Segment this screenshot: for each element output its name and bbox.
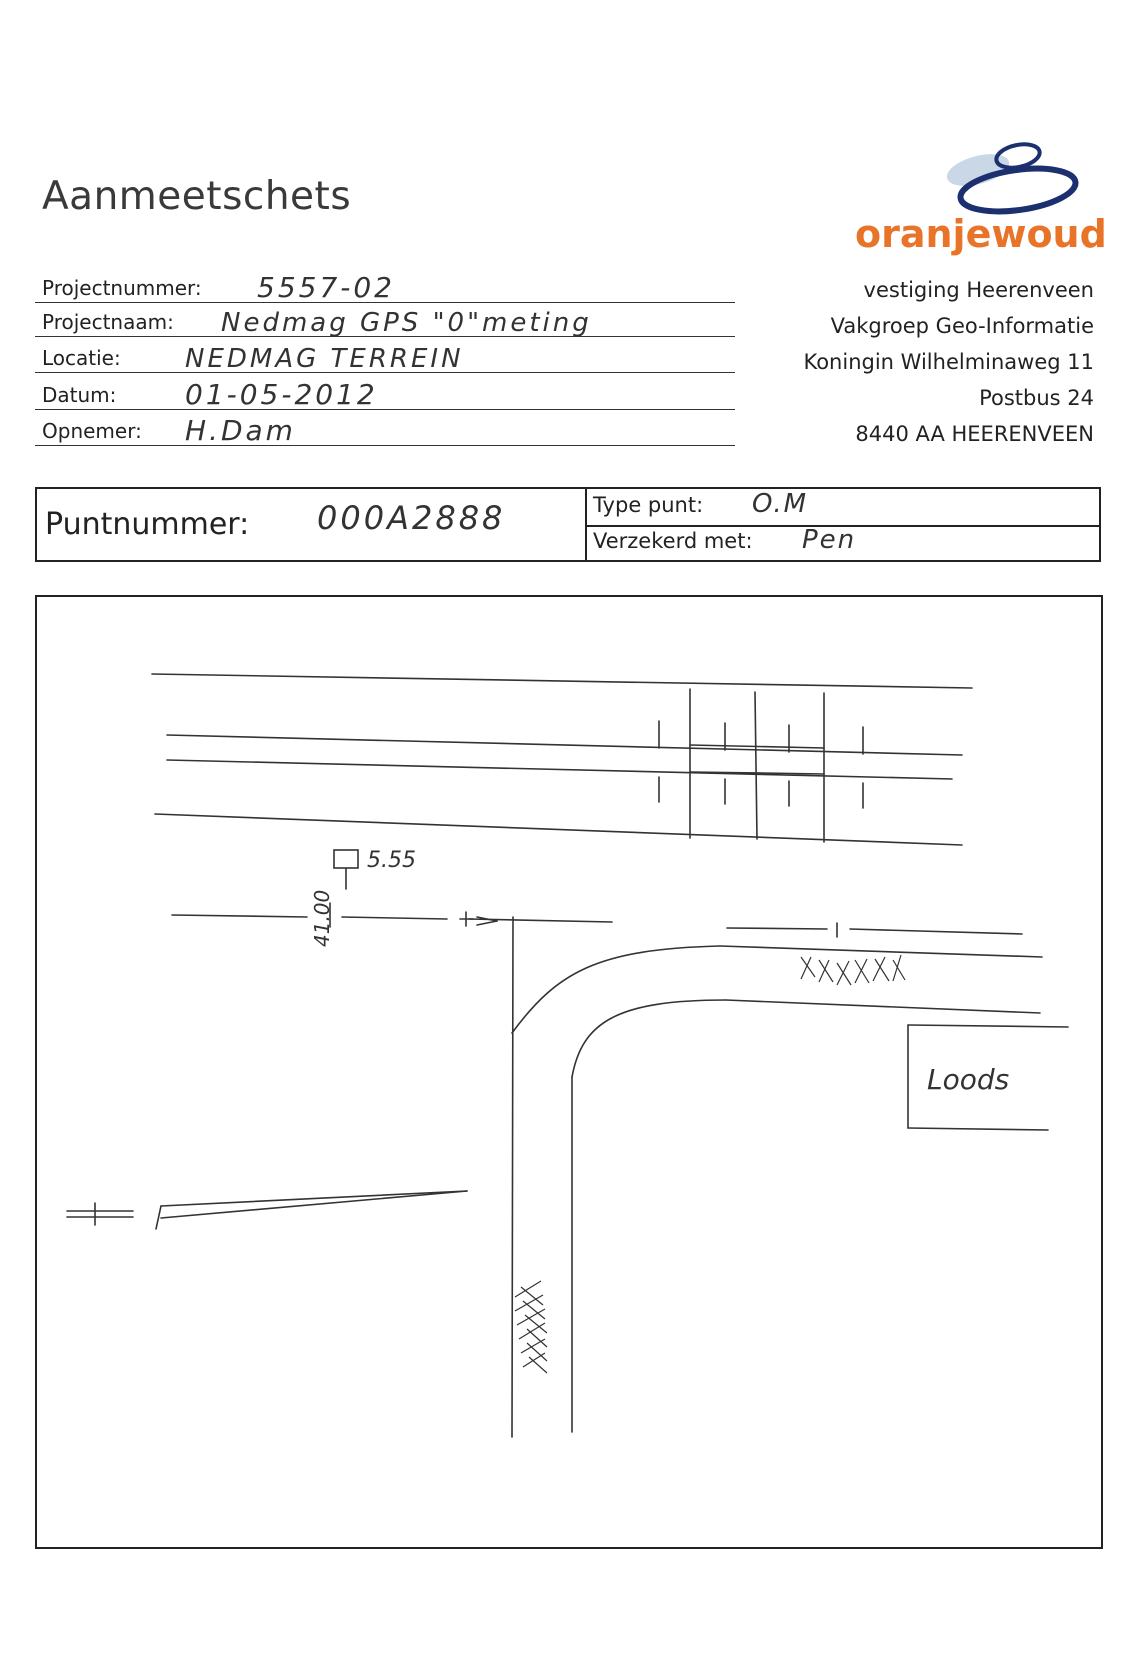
field-datum [35, 375, 735, 410]
marker-label: 5.55 [367, 848, 416, 873]
site-sketch [37, 597, 1101, 1547]
field-projectnummer [35, 268, 735, 303]
building-label: Loods [927, 1063, 1010, 1096]
type-punt-label: Type punt: [593, 493, 704, 517]
verzekerd-met-label: Verzekerd met: [593, 529, 753, 553]
address-line: 8440 AA HEERENVEEN [855, 422, 1094, 446]
type-punt-value: O.M [752, 489, 809, 519]
address-line: Koningin Wilhelminaweg 11 [803, 350, 1094, 374]
sketch-area [35, 595, 1103, 1549]
field-value: H.Dam [185, 414, 296, 447]
field-value: Nedmag GPS "0"meting [221, 308, 592, 338]
field-value: 01-05-2012 [185, 378, 378, 411]
field-opnemer [35, 411, 735, 446]
address-line: Postbus 24 [979, 386, 1094, 410]
road-line [167, 760, 952, 779]
field-projectnaam [35, 302, 735, 337]
field-locatie [35, 338, 735, 373]
field-label: Projectnaam: [42, 310, 174, 334]
field-label: Projectnummer: [42, 276, 202, 300]
road-line [167, 735, 962, 755]
document-title: Aanmeetschets [42, 174, 352, 219]
address-line: Vakgroep Geo-Informatie [830, 314, 1094, 338]
puntnummer-value: 000A2888 [317, 499, 506, 537]
field-value: NEDMAG TERREIN [185, 344, 464, 374]
measurement-label: 41.00 [310, 889, 334, 947]
address-line: vestiging Heerenveen [863, 278, 1094, 302]
oranjewoud-logo-icon [940, 138, 1120, 218]
puntnummer-label: Puntnummer: [45, 507, 250, 542]
marker-box [334, 850, 358, 868]
company-name: oranjewoud [855, 212, 1107, 256]
field-label: Opnemer: [42, 419, 142, 443]
puntnummer-box [35, 487, 1101, 562]
field-label: Datum: [42, 383, 117, 407]
field-value: 5557-02 [257, 271, 395, 304]
road-line [152, 674, 972, 688]
crossing-line [755, 692, 757, 839]
field-label: Locatie: [42, 346, 121, 370]
road-line [155, 814, 962, 845]
verzekerd-met-value: Pen [802, 525, 857, 555]
